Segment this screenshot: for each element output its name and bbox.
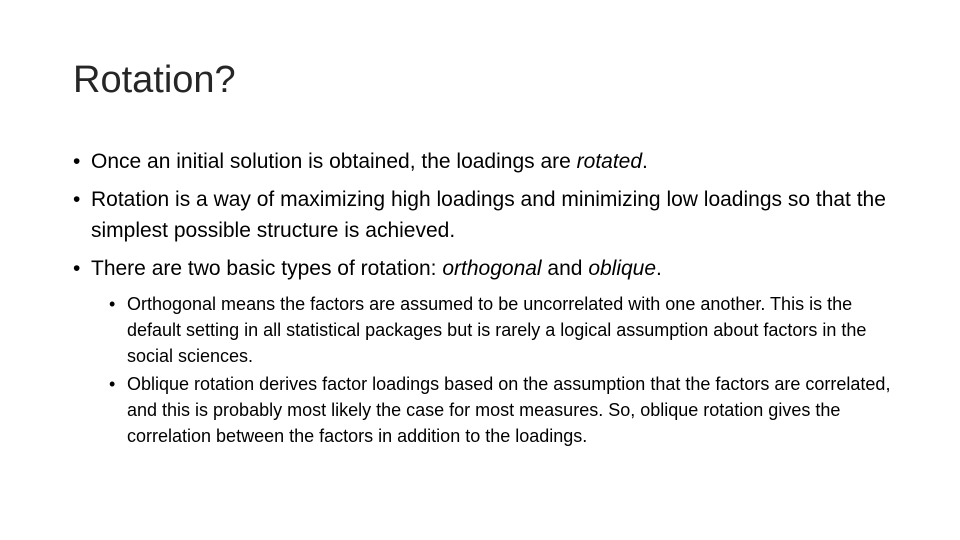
sub-bullet-1-text: Orthogonal means the factors are assumed to be uncorrelated with one another. This is the default setting in all statistical packages but is rarely a logical assumption about factors in the social sciences. <box>127 294 867 366</box>
bullet-2-text: Rotation is a way of maximizing high loadings and minimizing low loadings so that the simplest possible structure is achieved. <box>91 188 886 242</box>
bullet-3-emphasis-oblique: oblique <box>588 257 657 280</box>
sub-bullet-list <box>73 291 893 449</box>
bullet-3 <box>73 253 893 284</box>
bullet-3-text-after: . <box>656 257 662 280</box>
sub-bullet-glyph: • <box>109 294 116 314</box>
slide-title: Rotation? <box>73 59 236 101</box>
bullet-glyph: • <box>73 188 81 211</box>
bullet-3-text-before: There are two basic types of rotation: <box>91 257 443 280</box>
sub-bullet-glyph: • <box>109 374 116 394</box>
bullet-1-text-after: . <box>642 150 648 173</box>
bullet-2 <box>73 184 893 246</box>
bullet-1-emphasis: rotated <box>576 150 643 173</box>
bullet-1-text-before: Once an initial solution is obtained, the loadings are <box>91 150 577 173</box>
bullet-glyph: • <box>73 150 81 173</box>
sub-bullet-2-text: Oblique rotation derives factor loadings based on the assumption that the factors are correlated, and this is probably most likely the case for most measures. So, oblique rotation gives the correlation between the factors in addition to the loadings. <box>127 374 891 446</box>
sub-bullet-1 <box>109 291 893 369</box>
bullet-3-emphasis-orthogonal: orthogonal <box>442 257 542 280</box>
slide-body <box>73 146 893 451</box>
sub-bullet-2 <box>109 371 893 449</box>
bullet-1 <box>73 146 893 177</box>
bullet-3-text-middle: and <box>541 257 589 280</box>
bullet-glyph: • <box>73 257 81 280</box>
